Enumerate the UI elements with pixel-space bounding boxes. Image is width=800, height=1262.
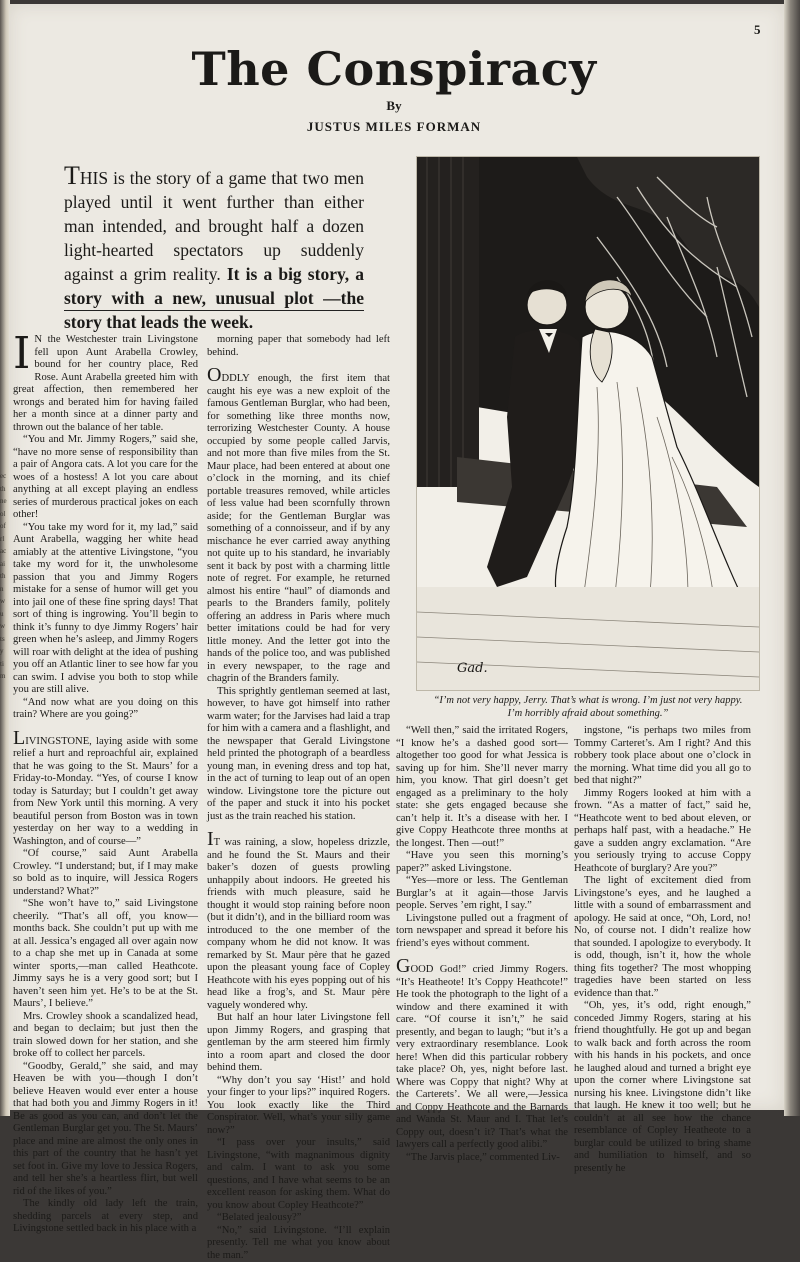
paragraph: T was raining, a slow, hopeless drizzle, and he found the St. Maurs and their baker’s dozen of guests prowling unhappily about indoors. He greeted his friends with much pleasure, said he thought it would stop raining before noon (but it didn’t), and in the billiard room was introduced to the one member of the company whom he did not know. It was remarked by St. Maur père that he gazed upon the pleasant young face of Copley Heathcote with his eyes popping out of his head like a frog’s, and St. Maur père vaguely wondered why. bbox=[207, 837, 390, 1011]
paragraph: The kindly old lady left the train, shedding parcels at every step, and Livingstone settled back in his place with a bbox=[13, 1198, 198, 1236]
paragraph: But half an hour later Livingstone fell upon Jimmy Rogers, and grasping that gentleman by the arm steered him firmly into a room apart and closed the door behind them. bbox=[207, 1012, 390, 1075]
paragraph: “You take my word for it, my lad,” said Aunt Arabella, wagging her white head amiably at the attentive Livingstone, “you take my word for it, the unwholesome passion that you and Jimmy Rogers mistake for a sense of humor will get you into jail one of these fine spring days! That sort of thing is ingrowing. You’ll begin to think it’s funny to dye Jimmy Rogers’ hair green when he’s asleep, and Jimmy Rogers will roar with delight at the idea of pushing you off an Atlantic liner to see how far you can swim. I advise you both to stop while you are still alive. bbox=[13, 522, 198, 697]
paragraph: “No,” said Livingstone. “I’ll explain presently. Tell me what you know about the man.” bbox=[207, 1225, 390, 1262]
intro-initial: T bbox=[64, 161, 80, 190]
paragraph: Jimmy Rogers looked at him with a frown. “As a matter of fact,” said he, “Heathcote went to bed about eleven, or perhaps half past, with a headache.” He gave a sudden angry exclamation. “Are you seriously trying to accuse Coppy Heathcote of burglary? Are you?” bbox=[574, 788, 751, 876]
paragraph: “And now what are you doing on this train? Where are you going?” bbox=[13, 697, 198, 722]
paragraph: “She won’t have to,” said Livingstone cheerily. “That’s all off, you know—months back. She couldn’t put up with me at all. Jessica’s engaged all over again now to a chap she met up in Canada at some winter sports,—man called Heathcote. Jimmy says he is a very good sort; but I haven’t seen him yet. He’s to be at the St. Maurs’, I believe.” bbox=[13, 898, 198, 1011]
paragraph: “Well then,” said the irritated Rogers, “I know he’s a dashed good sort—altogether too good for what Jessica is saving up for him. She’ll never marry him, you know. That girl doesn’t get engaged as a preliminary to the holy state: she gets engaged because she can’t help it. It’s a disease with her. I give Coppy Heathcote three months at the longest. Then —out!” bbox=[396, 725, 568, 850]
paragraph: “Why don’t you say ‘Hist!’ and hold your finger to your lips?” inquired Rogers. You look exactly like the Third Conspirator. Well, what’s your silly game now?” bbox=[207, 1075, 390, 1138]
author-name: JUSTUS MILES FORMAN bbox=[209, 119, 579, 135]
intro-text: HIS is the story of a game that two men played until it went further than either man intended, and brought half a dozen light-hearted spectators up suddenly against a grim reality. bbox=[64, 168, 364, 284]
paragraph: DDLY enough, the first item that caught his eye was a new exploit of the famous Gentleman Burglar, who had been, for something like three months now, terrorizing Westchester County. A house occupied by some people called Jarvis, and not more than five miles from the St. Maur place, had been entered at about one o’clock in the morning, and its chief portable treasures removed, while articles of less value had been scornfully thrown aside; for the Gentleman Burglar was something of a connoisseur, and if by any mischance he ever carried away anything not quite up to his standard, he invariably sent it back by post with a charming little note of regret. For example, he returned almost his entire “haul” of diamonds and pearls to the Branders family, politely offering an address in Paris where much better imitations could be had for very little money. And the letter got into the hands of the police too, and was published in every newspaper, to the rage and chagrin of the Branders family. bbox=[207, 373, 390, 684]
text-column-3 bbox=[396, 725, 568, 1105]
paragraph: “The Jarvis place,” commented Liv- bbox=[396, 1152, 568, 1165]
drop-cap: I bbox=[13, 336, 30, 372]
artist-signature: Gad. bbox=[457, 661, 488, 676]
paragraph: “Have you seen this morning’s paper?” asked Livingstone. bbox=[396, 850, 568, 875]
section-initial: O bbox=[207, 364, 221, 386]
intro-divider bbox=[64, 310, 364, 311]
text-column-2 bbox=[207, 334, 390, 1104]
paragraph: The light of excitement died from Livingstone’s eyes, and he laughed a little with a sound of embarrassment and apology. He said at once, “Oh, Lord, no! No, of course not. I didn’t realize how that sounded. I apologize to everybody. It is odd, though, isn’t it, how the whole thing fits together? The most whopping tragedies have been started on less evidence than that.” bbox=[574, 875, 751, 1000]
section-initial: I bbox=[207, 828, 214, 850]
text-column-1 bbox=[13, 334, 198, 1104]
story-title: The Conspiracy bbox=[179, 42, 609, 96]
illustration-drawing bbox=[417, 157, 759, 690]
paragraph: “Of course,” said Aunt Arabella Crowley. “I understand; but, if I may make so bold as to inquire, will Jessica Rogers understand? What?” bbox=[13, 848, 198, 898]
paragraph: “Goodby, Gerald,” she said, and may Heaven be with you—though I don’t believe Heaven would ever enter a house that had both you and Jimmy Rogers in it! Be as good as you can, and don’t let the Gentleman Burglar get you. The St. Maurs’ place and mine are almost the only ones in this part of the country that he hasn’t yet set foot in. Give my love to Jessica Rogers, and tell her she’s a heartless flirt, but well rid of the likes of you.” bbox=[13, 1061, 198, 1199]
section-initial: G bbox=[396, 955, 410, 977]
illustration-caption: “I’m not very happy, Jerry. That’s what is wrong. I’m just not very happy. I’m horribly afraid about something.” bbox=[427, 694, 749, 720]
paragraph: Livingstone pulled out a fragment of torn newspaper and spread it before his friend’s eyes without comment. bbox=[396, 913, 568, 951]
paragraph: N the Westchester train Livingstone fell upon Aunt Arabella Crowley, bound for her country place, Red Rose. Aunt Arabella greeted him with great affection, then remembered her wrongs and berated him for having failed her a month since at a dinner party and thrown out the balance of her table. bbox=[13, 334, 198, 433]
paragraph: “I pass over your insults,” said Livingstone, “with magnanimous dignity and calm. I want to ask you some questions, and I have what seems to be an excellent reason for asking them. What do you know about Copley Heathcote?” bbox=[207, 1137, 390, 1212]
paragraph: “Oh, yes, it’s odd, right enough,” conceded Jimmy Rogers, staring at his friend thoughtfully. He got up and began to walk back and forth across the room with his hands in his pockets, and once he laughed aloud and turned a bright eye upon the corner where Livingstone sat nursing his knee. Livingstone didn’t like that laugh. He knew it too well; but he couldn’t at all see how the chance resemblance of Copley Heatheote to a burglar could be utilized to bring shame and humiliation to himself, and so presently he bbox=[574, 1000, 751, 1175]
paragraph: IVINGSTONE, laying aside with some relief a hurt and reproachful air, explained that he was going to the St. Maurs’ for a Friday-to-Monday. “Yes, of course I know today is Saturday; but I couldn’t get away from New York until this morning. A very beautiful person from Boston was in town yesterday on her way to a wedding in Washington, and of course—” bbox=[13, 736, 198, 847]
paragraph: “Yes—more or less. The Gentleman Burglar’s at it again—those Jarvis people. Serves ’em right, I say.” bbox=[396, 875, 568, 913]
previous-page-text: ec th ne ol of rl ac ai th n w u w ts y ti m bbox=[0, 470, 9, 683]
paragraph: Mrs. Crowley shook a scandalized head, and began to declaim; but just then the train slowed down for her station, and she broke off to collect her parcels. bbox=[13, 1011, 198, 1061]
paragraph: “Belated jealousy?” bbox=[207, 1212, 390, 1225]
paragraph: “You and Mr. Jimmy Rogers,” said she, “have no more sense of responsibility than a pair of Angora cats. A lot you care for the woes of a hostess! A lot you care about anything at all except playing an endless series of murderous practical jokes on each other! bbox=[13, 434, 198, 522]
paragraph: morning paper that somebody had left behind. bbox=[207, 334, 390, 359]
story-intro bbox=[64, 166, 364, 334]
paragraph: OOD God!” cried Jimmy Rogers. “It’s Heatheote! It’s Coppy Heathcote!” He took the photograph to the light of a window and there examined it with care. “Of course it isn’t,” he said presently, and began to laugh; “but it’s a very extraordinary resemblance. Look here! When did this particular robbery take place? Oh, yes, night before last. Where was Coppy that night? Why at the Carterets’. We all were,—Jessica and Coppy Heathcote and the Barnards and Wanda St. Maur and I. That let’s Coppy out, doesn’t it? That’s what the lawyers call a perfectly good alibi.” bbox=[396, 964, 568, 1150]
paragraph: ingstone, “is perhaps two miles from Tommy Carteret’s. Am I right? And this robbery took place about one o’clock in the morning. What time did you all go to bed that night?” bbox=[574, 725, 751, 788]
section-initial: L bbox=[13, 727, 25, 749]
paragraph: This sprightly gentleman seemed at last, however, to have got himself into rather warm water; for the Jarvises had laid a trap for him with a camera and a flashlight, and the newspaper that Gerald Livingstone held printed the photograph of a beardless young man, in evening dress and top hat, in the act of turning to leap out of an open window. Livingstone tore the picture out of the paper and stuck it into his pocket just as the train reached his station. bbox=[207, 686, 390, 824]
text-column-4 bbox=[574, 725, 751, 1105]
intro-emphasis: It is a big story, a story with a new, unusual plot —the story that leads the week. bbox=[64, 264, 364, 332]
page-binding-edge bbox=[784, 0, 800, 1116]
byline: By bbox=[279, 98, 509, 114]
page-number: 5 bbox=[754, 22, 761, 38]
story-illustration bbox=[416, 156, 760, 691]
